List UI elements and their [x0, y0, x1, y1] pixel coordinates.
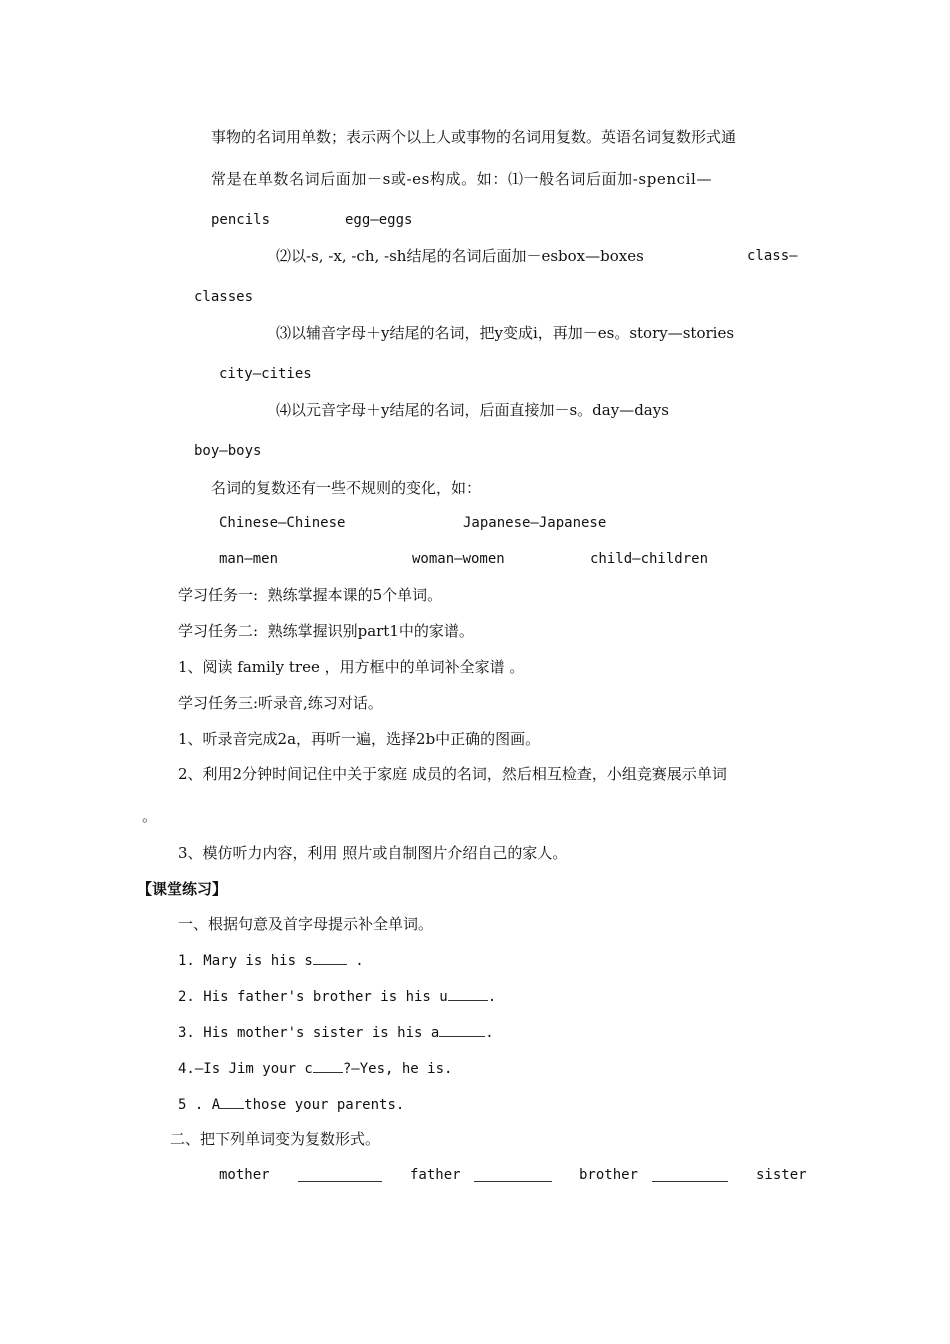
word-sister: sister [756, 1167, 807, 1183]
text-line: 名词的复数还有一些不规则的变化，如： [211, 479, 482, 497]
task-line: 2、利用2分钟时间记住中关于家庭 成员的名词，然后相互检查，小组竞赛展示单词 [178, 765, 727, 783]
task-line: 学习任务一: 熟练掌握本课的5个单词。 [178, 586, 443, 604]
question-text: 5 . A [178, 1097, 221, 1113]
answer-blank[interactable] [439, 1022, 485, 1037]
question-text: . [487, 989, 497, 1005]
text-line: ⑷以元音字母＋y结尾的名词，后面直接加－s。day—days [276, 401, 669, 419]
answer-blank[interactable] [313, 1058, 343, 1073]
word-mother: mother [219, 1167, 270, 1183]
text-line: ⑶以辅音字母＋y结尾的名词，把y变成i，再加－es。story—stories [276, 324, 735, 342]
question-3 [178, 1022, 494, 1043]
text-line: city—cities [219, 366, 312, 382]
question-text: . [485, 1025, 494, 1041]
answer-blank[interactable] [448, 986, 488, 1001]
question-text: 4.—Is Jim your c [178, 1061, 313, 1077]
irregular-plural: Japanese—Japanese [463, 515, 607, 531]
answer-blank[interactable] [652, 1167, 728, 1182]
question-text: 3. His mother's sister is his a [178, 1025, 440, 1041]
task-line: 。 [142, 807, 158, 825]
question-4 [178, 1058, 452, 1079]
task-line: 3、模仿听力内容，利用 照片或自制图片介绍自己的家人。 [178, 844, 568, 862]
question-1 [178, 950, 364, 971]
question-2 [178, 986, 496, 1007]
text-line: 常是在单数名词后面加－s或-es构成。如：⑴一般名词后面加-spencil— [211, 170, 713, 188]
answer-blank[interactable] [220, 1094, 244, 1109]
irregular-plural: man—men [219, 551, 279, 567]
question-text: ?—Yes, he is. [342, 1061, 453, 1077]
question-text: 2. His father's brother is his u [178, 989, 448, 1005]
text-line: pencils [211, 212, 271, 228]
question-text: 1. Mary is his s [178, 953, 313, 969]
task-line: 学习任务二: 熟练掌握识别part1中的家谱。 [178, 622, 474, 640]
exercise-instruction: 二、把下列单词变为复数形式。 [170, 1130, 381, 1148]
text-line: ⑵以-s, -x, -ch, -sh结尾的名词后面加－esbox—boxes [276, 247, 644, 265]
text-line: egg—eggs [345, 212, 413, 228]
word-father: father [410, 1167, 461, 1183]
text-line: classes [194, 289, 254, 305]
task-line: 1、阅读 family tree ，用方框中的单词补全家谱 。 [178, 658, 525, 676]
question-text: . [346, 953, 364, 969]
word-brother: brother [579, 1167, 639, 1183]
irregular-plural: woman—women [412, 551, 505, 567]
exercise-instruction: 一、根据句意及首字母提示补全单词。 [178, 915, 434, 933]
irregular-plural: child—children [590, 551, 709, 567]
answer-blank[interactable] [474, 1167, 552, 1182]
task-line: 学习任务三:听录音,练习对话。 [178, 694, 383, 712]
irregular-plural: Chinese—Chinese [219, 515, 346, 531]
text-line: 事物的名词用单数；表示两个以上人或事物的名词用复数。英语名词复数形式通 [211, 128, 737, 146]
question-text: those your parents. [244, 1097, 405, 1113]
question-5 [178, 1094, 404, 1115]
answer-blank[interactable] [298, 1167, 382, 1182]
text-line: boy—boys [194, 443, 262, 459]
task-line: 1、听录音完成2a，再听一遍，选择2b中正确的图画。 [178, 730, 541, 748]
answer-blank[interactable] [313, 950, 347, 965]
text-line: class— [747, 248, 798, 264]
section-heading: 【课堂练习】 [137, 880, 228, 898]
